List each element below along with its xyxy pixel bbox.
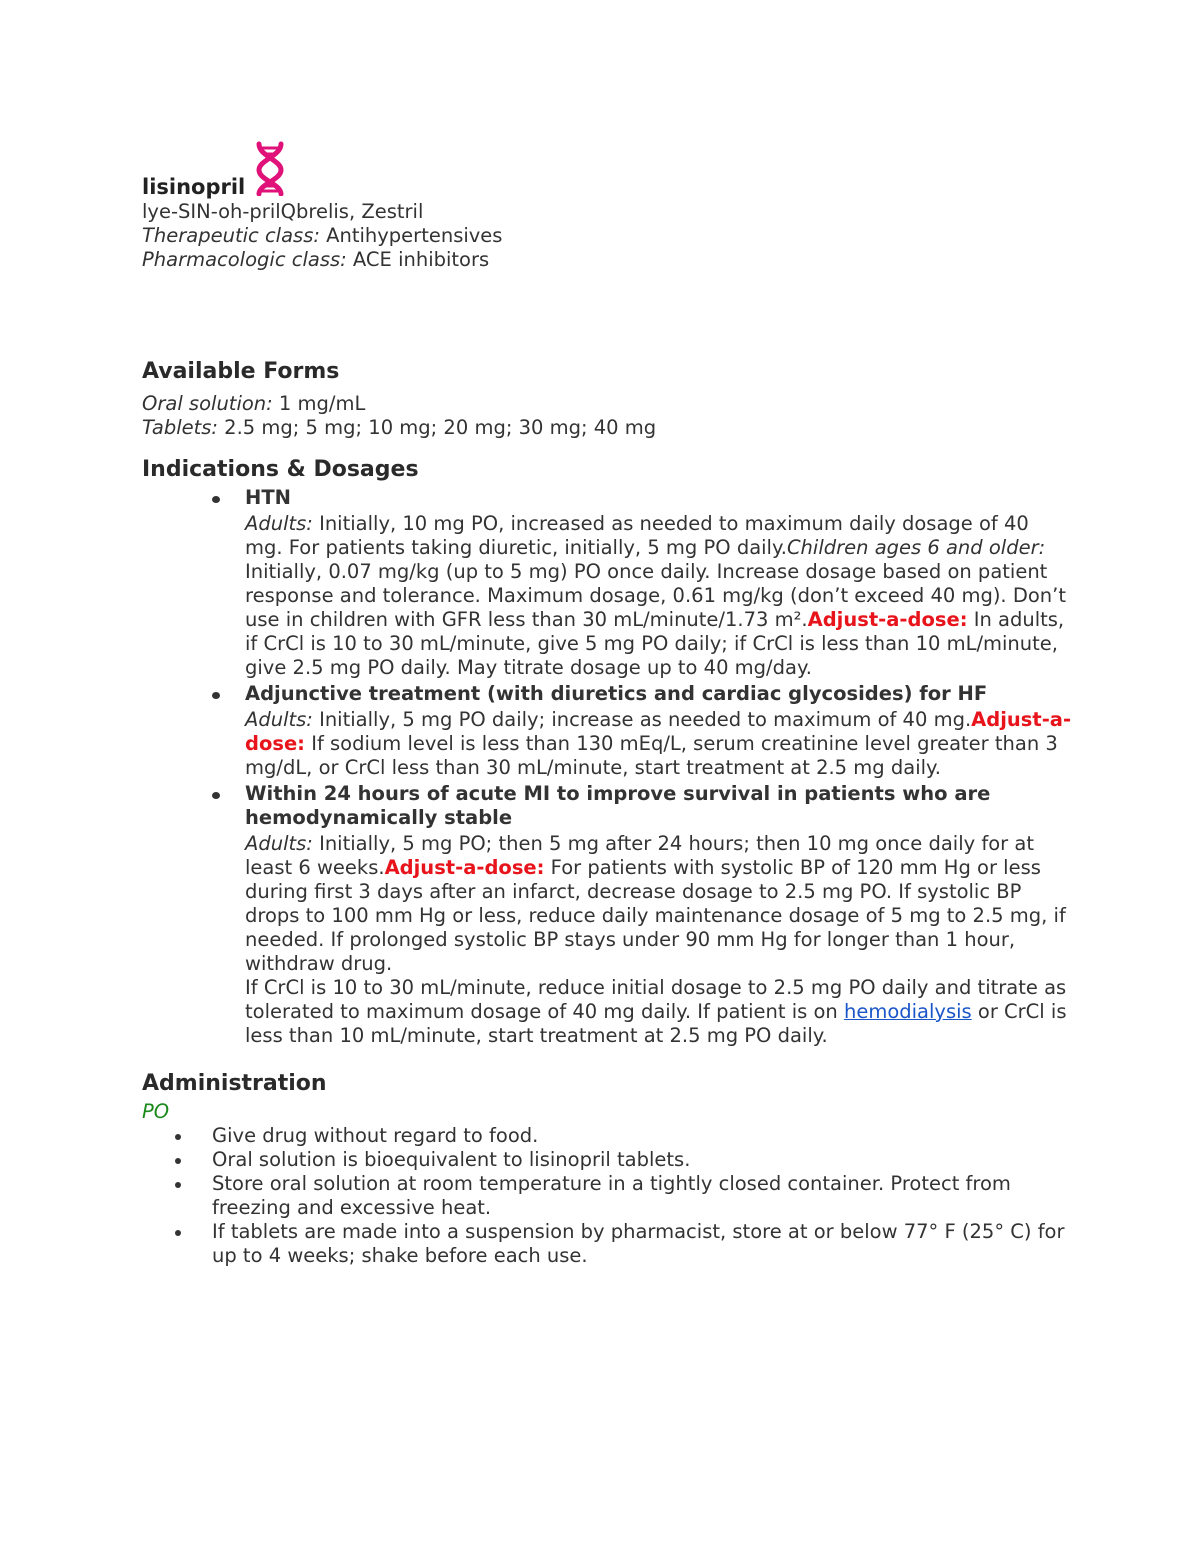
adjust-a-dose-text: For patients with systolic BP of 120 mm Hg or less during first 3 days after an infarct, decrease dosage to 2.5 mg PO. If systolic BP drops to 100 mm Hg or less, reduce daily maintenance dosage of 5 mg to 2.5 mg, if needed. If prolonged systolic BP stays under 90 mm Hg for longer than 1 hour, withdraw drug. xyxy=(245,856,1066,975)
hemodialysis-link[interactable]: hemodialysis xyxy=(843,1000,972,1023)
adults-label: Adults: xyxy=(245,708,313,731)
indication-htn xyxy=(245,486,1072,680)
adjust-a-dose-label: Adjust-a-dose: xyxy=(245,708,1072,755)
indication-title: HTN xyxy=(245,486,291,509)
adults-text: Initially, 5 mg PO daily; increase as needed to maximum of 40 mg. xyxy=(312,708,972,731)
indication-body xyxy=(245,832,1072,976)
adjust-a-dose-label: Adjust-a-dose: xyxy=(807,608,968,631)
indication-body xyxy=(245,512,1072,680)
adults-text: Initially, 10 mg PO, increased as needed to maximum daily dosage of 40 mg. For patients taking diuretic, initially, 5 mg PO daily. xyxy=(245,512,1029,559)
adjust-a-dose-text: In adults, if CrCl is 10 to 30 mL/minute, give 5 mg PO daily; if CrCl is less than 10 mL/minute, give 2.5 mg PO daily. May titrate dosage up to 40 mg/day. xyxy=(245,608,1065,679)
indication-title: Within 24 hours of acute MI to improve survival in patients who are hemodynamically stable xyxy=(245,782,991,829)
indications-list xyxy=(142,486,1072,1048)
administration-list xyxy=(142,1124,1072,1268)
indication-mi xyxy=(245,782,1072,1048)
children-text: Initially, 0.07 mg/kg (up to 5 mg) PO once daily. Increase dosage based on patient response and tolerance. Maximum dosage, 0.61 mg/kg (don’t exceed 40 mg). Don’t use in children with GFR less than 30 mL/minute/1.73 m². xyxy=(245,560,1066,631)
list-item: Give drug without regard to food. xyxy=(212,1124,1072,1148)
adults-label: Adults: xyxy=(245,512,313,535)
dna-icon xyxy=(253,140,287,196)
adjust-a-dose-label: Adjust-a-dose: xyxy=(384,856,545,879)
therapeutic-class-label: Therapeutic class: xyxy=(142,224,320,247)
children-label: Children ages 6 and older: xyxy=(786,536,1046,559)
drug-name xyxy=(142,174,245,200)
pronunciation-brands: lye-SIN-oh-prilQbrelis, Zestril xyxy=(142,200,424,223)
crcl-paragraph xyxy=(245,976,1072,1048)
indication-body xyxy=(245,708,1072,780)
adjust-a-dose-text: If sodium level is less than 130 mEq/L, serum creatinine level greater than 3 mg/dL, or CrCl less than 30 mL/minute, start treatment at 2.5 mg daily. xyxy=(245,732,1058,779)
list-item: Oral solution is bioequivalent to lisinopril tablets. xyxy=(212,1148,1072,1172)
tablets-value: 2.5 mg; 5 mg; 10 mg; 20 mg; 30 mg; 40 mg xyxy=(217,416,657,439)
indications-heading: Indications & Dosages xyxy=(142,457,419,482)
route-label: PO xyxy=(142,1100,170,1123)
list-item: Store oral solution at room temperature in a tightly closed container. Protect from freezing and excessive heat. xyxy=(212,1172,1072,1220)
list-item: If tablets are made into a suspension by pharmacist, store at or below 77° F (25° C) for up to 4 weeks; shake before each use. xyxy=(212,1220,1072,1268)
pharmacologic-class-label: Pharmacologic class: xyxy=(142,248,347,271)
therapeutic-class-value: Antihypertensives xyxy=(319,224,503,247)
adults-text: Initially, 5 mg PO; then 5 mg after 24 hours; then 10 mg once daily for at least 6 weeks. xyxy=(245,832,1034,879)
oral-solution-form xyxy=(142,392,1072,416)
pharmacologic-class-value: ACE inhibitors xyxy=(346,248,490,271)
crcl-text-before: If CrCl is 10 to 30 mL/minute, reduce initial dosage to 2.5 mg PO daily and titrate as tolerated to maximum dosage of 40 mg daily. If patient is on xyxy=(245,976,1067,1023)
drug-name-text: lisinopril xyxy=(142,175,246,199)
oral-solution-value: 1 mg/mL xyxy=(272,392,366,415)
tablets-form xyxy=(142,416,1072,440)
adults-label: Adults: xyxy=(245,832,313,855)
therapeutic-class xyxy=(142,224,1072,248)
drug-monograph xyxy=(142,140,1072,1268)
indication-hf xyxy=(245,682,1072,780)
crcl-text-after: or CrCl is less than 10 mL/minute, start treatment at 2.5 mg PO daily. xyxy=(245,1000,1067,1047)
administration-heading: Administration xyxy=(142,1071,327,1096)
pharmacologic-class xyxy=(142,248,1072,272)
available-forms-heading: Available Forms xyxy=(142,359,340,384)
indication-title: Adjunctive treatment (with diuretics and cardiac glycosides) for HF xyxy=(245,682,988,705)
tablets-label: Tablets: xyxy=(142,416,218,439)
oral-solution-label: Oral solution: xyxy=(142,392,273,415)
